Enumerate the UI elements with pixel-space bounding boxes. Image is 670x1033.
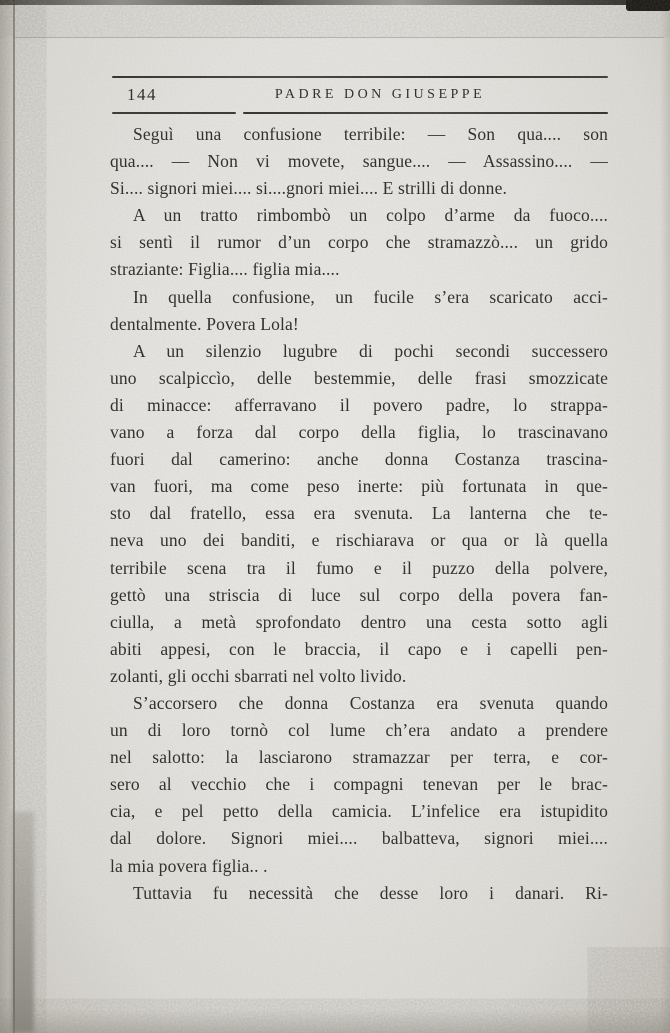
scan-left-edge-shade [0, 0, 14, 1033]
paragraph [110, 338, 608, 690]
text-line: nel salotto: la lasciarono stramazzar per terra, e cor- [110, 747, 608, 768]
text-line: qua.... — Non vi movete, sangue.... — Assassino.... — [110, 151, 608, 172]
text-line: Tuttavia fu necessità che desse loro i danari. Ri- [133, 882, 608, 903]
running-header [112, 76, 608, 114]
text-line: straziante: Figlia.... figlia mia.... [110, 259, 340, 280]
text-line: In quella confusione, un fucile s’era scaricato acci- [133, 286, 608, 307]
text-line: A un silenzio lugubre di pochi secondi successero [133, 340, 608, 361]
text-line: sto dal fratello, essa era svenuta. La lanterna che te- [110, 503, 608, 524]
text-line: abiti appesi, con le braccia, il capo e i capelli pen- [110, 638, 608, 659]
text-line: dal dolore. Signori miei.... balbatteva, signori miei.... [110, 828, 608, 849]
body-text-column [110, 121, 608, 907]
text-line: fuori dal camerino: anche donna Costanza trascina- [110, 449, 608, 470]
text-line: Si.... signori miei.... si....gnori miei.... E strilli di donne. [110, 178, 508, 199]
text-line: si sentì il rumor d’un corpo che stramazzò.... un grido [110, 232, 608, 253]
text-line: cia, e pel petto della camicia. L’infelice era istupidito [110, 801, 608, 822]
scan-bottom-left-smudge [12, 812, 34, 1033]
header-rule-bottom-right [243, 112, 608, 114]
text-line: neva uno dei banditi, e rischiarava or qua or là quella [110, 530, 608, 551]
header-rule-bottom-left [112, 112, 236, 114]
text-line: vano a forza dal corpo della figlia, lo trascinavano [110, 422, 608, 443]
scan-top-hairline [14, 37, 664, 38]
text-line: ciulla, a metà sprofondato dentro una cesta sotto agli [110, 611, 608, 632]
text-line: Seguì una confusione terribile: — Son qua.... son [133, 124, 608, 144]
text-line: gettò una striscia di luce sul corpo della povera fan- [110, 584, 608, 605]
paragraph [110, 202, 608, 283]
paragraph [110, 121, 608, 202]
running-title: PADRE DON GIUSEPPE [274, 87, 486, 102]
scan-top-right-blob [626, 0, 670, 11]
text-line: dentalmente. Povera Lola! [110, 313, 299, 334]
text-line: la mia povera figlia.. . [110, 855, 268, 876]
paragraph [110, 284, 608, 338]
text-line: un di loro tornò col lume ch’era andato a prendere [110, 720, 608, 741]
paragraph [110, 690, 608, 880]
text-line: sero al vecchio che i compagni tenevan per le brac- [110, 774, 608, 795]
scan-page-fold-line [13, 0, 15, 1033]
text-line: terribile scena tra il fumo e il puzzo della polvere, [110, 557, 608, 578]
text-line: A un tratto rimbombò un colpo d’arme da fuoco.... [133, 205, 608, 226]
scan-right-edge-shade [660, 0, 670, 1033]
scan-bottom-edge-shade [0, 1009, 670, 1033]
text-line: uno scalpiccìo, delle bestemmie, delle frasi smozzicate [110, 367, 608, 388]
page-number: 144 [127, 85, 157, 104]
paragraph [110, 880, 608, 907]
text-line: di minacce: afferravano il povero padre, lo strappa- [110, 394, 608, 415]
text-line: van fuori, ma come peso inerte: più fortunata in que- [110, 476, 608, 497]
header-rule-top [112, 76, 608, 78]
text-line: zolanti, gli occhi sbarrati nel volto livido. [110, 665, 407, 686]
scan-top-edge-line [0, 0, 670, 5]
text-line: S’accorsero che donna Costanza era svenuta quando [133, 692, 608, 713]
